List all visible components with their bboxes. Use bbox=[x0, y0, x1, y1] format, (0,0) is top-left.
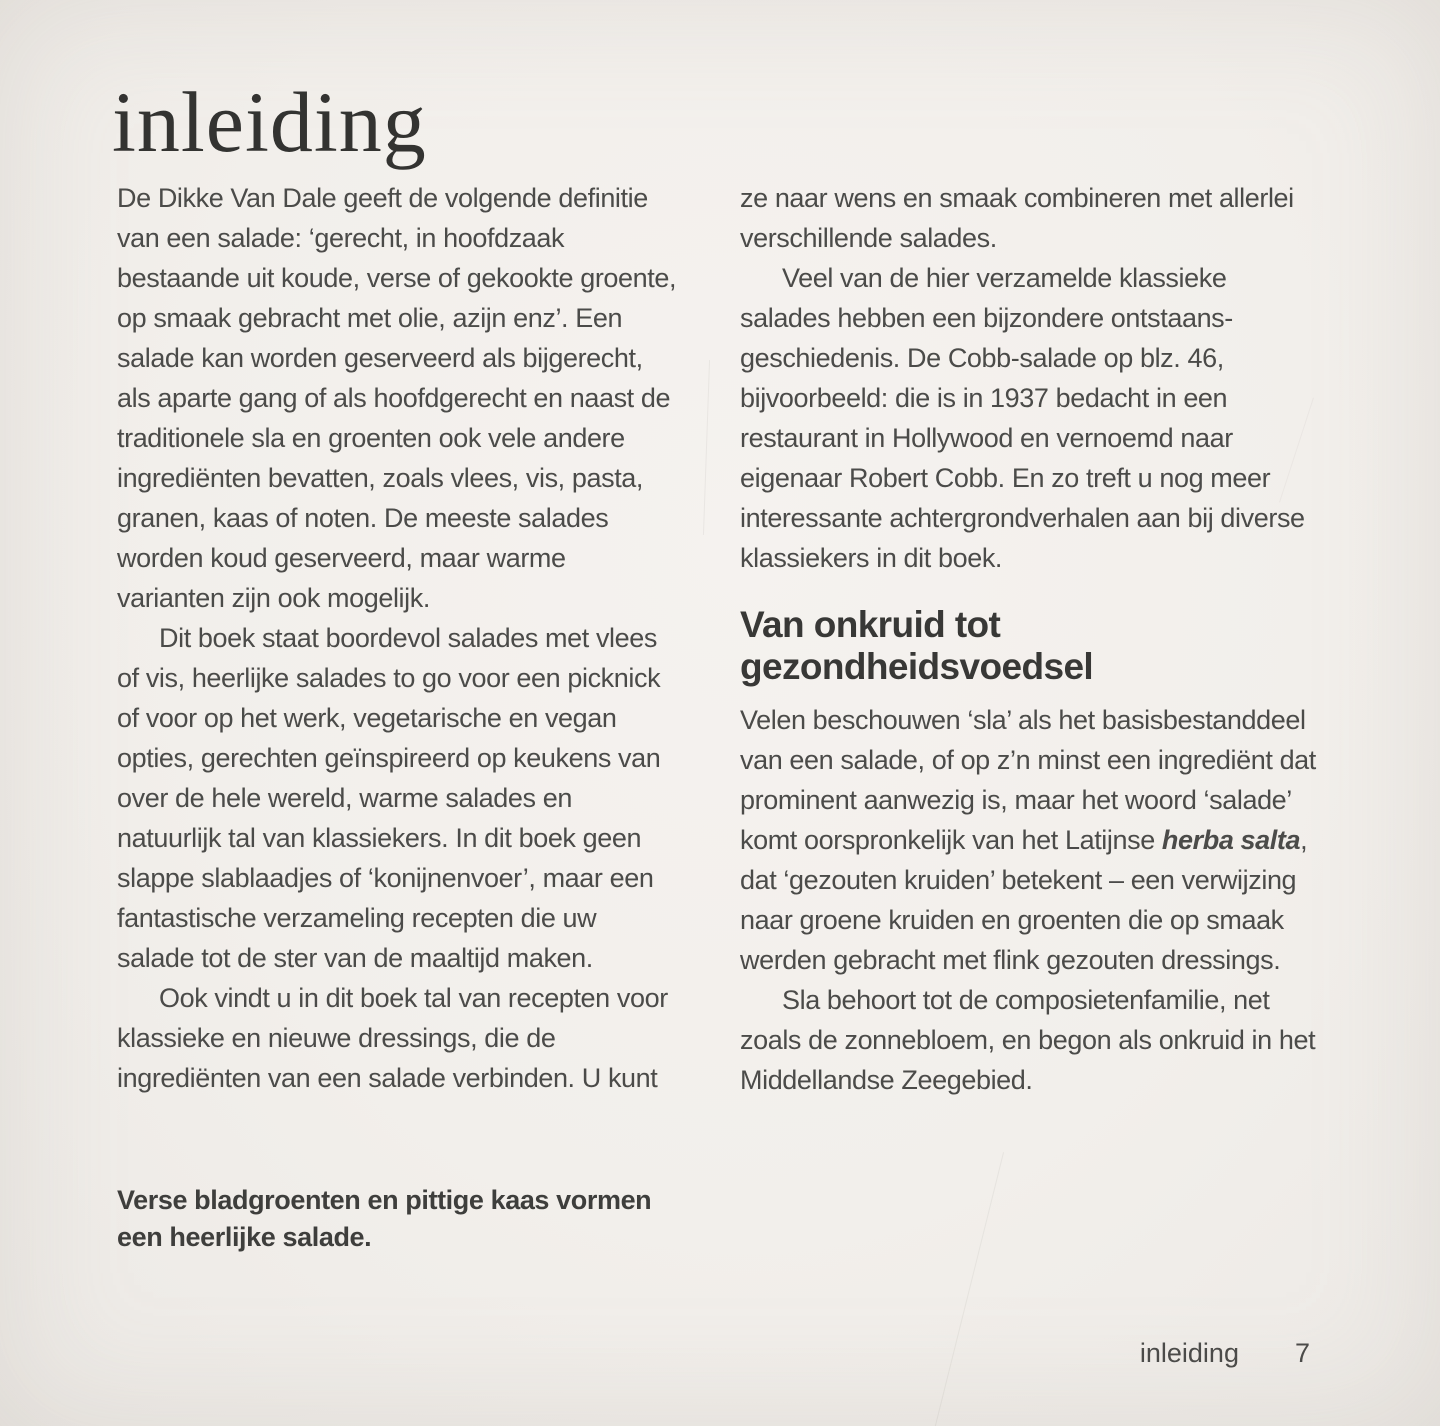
paragraph: De Dikke Van Dale geeft de volgende definitie van een salade: ‘gerecht, in hoofdzaak bestaande uit koude, verse of gekookte groente, op smaak gebracht met olie, azijn enz’. Een salade kan worden geserveerd als bijgerecht, als aparte gang of als hoofdgerecht en naast de traditionele sla en groenten ook vele andere ingrediënten bevatten, zoals vlees, vis, pasta, granen, kaas of noten. De meeste salades worden koud geserveerd, maar warme varianten zijn ook mogelijk. bbox=[117, 183, 677, 613]
paragraph: ze naar wens en smaak combineren met allerlei verschillende salades. bbox=[740, 183, 1294, 253]
paragraph: Dit boek staat boordevol salades met vlees of vis, heerlijke salades to go voor een picknick of voor op het werk, vegetarische en vegan opties, gerechten geïnspireerd op keukens van over de hele wereld, warme salades en natuurlijk tal van klassiekers. In dit boek geen slappe slablaadjes of ‘konijnenvoer’, maar een fantastische verzameling recepten die uw salade tot de ster van de maaltijd maken. bbox=[117, 623, 661, 973]
paragraph-text: , dat ‘gezouten kruiden’ betekent – een verwijzing naar groene kruiden en groenten die op smaak werden gebracht met flink gezouten dressings. bbox=[740, 825, 1308, 975]
paragraph: Sla behoort tot de composietenfamilie, net zoals de zonnebloem, en begon als onkruid in het Middellandse Zeegebied. bbox=[740, 985, 1316, 1095]
paragraph: Veel van de hier verzamelde klassieke salades hebben een bijzondere ontstaansgeschiedenis. De Cobb-salade op blz. 46, bijvoorbeeld: die is in 1937 bedacht in een restaurant in Hollywood en vernoemd naar eigenaar Robert Cobb. En zo treft u nog meer interessante achtergrondverhalen aan bij diverse klassiekers in dit boek. bbox=[740, 263, 1305, 573]
footer-page-number: 7 bbox=[1294, 1338, 1310, 1368]
page-title: inleiding bbox=[112, 74, 427, 170]
latin-term-emphasis: herba salta bbox=[1161, 825, 1301, 855]
section-heading: Van onkruid tot gezondheidsvoedsel bbox=[740, 604, 1094, 687]
paragraph bbox=[740, 700, 1318, 980]
photo-caption: Verse bladgroenten en pittige kaas vormen een heerlijke salade. bbox=[117, 1185, 652, 1252]
paragraph-text: Velen beschouwen ‘sla’ als het basisbestanddeel van een salade, of op z’n minst een ingrediënt dat prominent aanwezig is, maar het woord ‘salade’ komt oorspronkelijk van het Latijnse bbox=[740, 705, 1316, 855]
left-column bbox=[117, 178, 679, 1098]
right-column bbox=[740, 178, 1318, 1100]
page-crease bbox=[933, 1152, 1004, 1426]
page-crease bbox=[703, 360, 710, 535]
page-footer bbox=[1140, 1338, 1310, 1368]
paragraph: Ook vindt u in dit boek tal van recepten voor klassieke en nieuwe dressings, die de ingrediënten van een salade verbinden. U kunt bbox=[117, 983, 668, 1093]
footer-section-label: inleiding bbox=[1139, 1338, 1239, 1368]
